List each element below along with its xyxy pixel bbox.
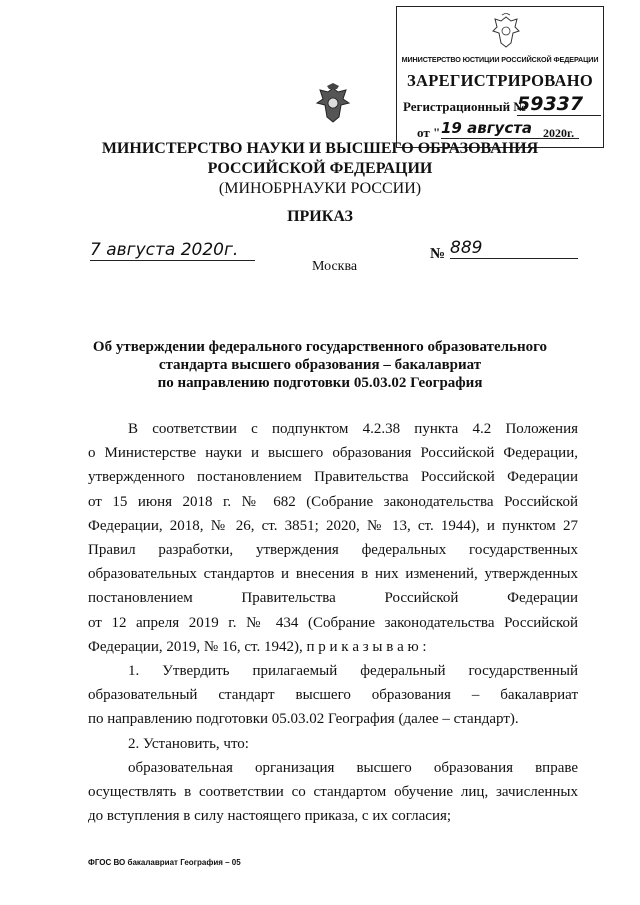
stamp-registered: ЗАРЕГИСТРИРОВАНО: [406, 71, 594, 90]
coat-of-arms-icon: [312, 82, 354, 124]
order-city: Москва: [312, 259, 358, 274]
paragraph-4: [88, 756, 578, 829]
text-line: образовательный стандарт высшего образования – бакалавриат: [88, 687, 578, 704]
text-line: Правил разработки, утверждения федеральных государственных: [88, 542, 578, 559]
paragraph-1: [88, 417, 578, 659]
text-line: осуществлять в соответствии со стандартом обучение лиц, зачисленных: [88, 784, 578, 801]
text-line: о Министерстве науки и высшего образования Российской Федерации,: [88, 445, 578, 462]
order-date: 7 августа 2020г.: [90, 240, 255, 261]
text-line: образовательная организация высшего образования вправе: [128, 760, 578, 776]
text-line: постановлением Правительства Российской Федерации: [88, 590, 578, 607]
paragraph-3: 2. Установить, что:: [128, 736, 249, 752]
text-line: образовательных стандартов и внесения в них изменений, утвержденных: [88, 566, 578, 583]
stamp-reg-label: Регистрационный №: [403, 99, 527, 114]
stamp-coat-of-arms-icon: [489, 13, 523, 49]
stamp-ministry: МИНИСТЕРСТВО ЮСТИЦИИ РОССИЙСКОЙ ФЕДЕРАЦИИ: [401, 55, 599, 64]
text-line: 1. Утвердить прилагаемый федеральный государственный: [128, 663, 578, 679]
registration-stamp: [396, 6, 604, 148]
text-line: от 15 июня 2018 г. № 682 (Собрание законодательства Российской: [88, 493, 578, 510]
footer-code: ФГОС ВО бакалавриат География – 05: [88, 858, 241, 867]
title-line2: стандарта высшего образования – бакалавриат: [158, 357, 482, 373]
ministry-line1: МИНИСТЕРСТВО НАУКИ И ВЫСШЕГО ОБРАЗОВАНИЯ: [101, 140, 539, 157]
text-line: от 12 апреля 2019 г. № 434 (Собрание законодательства Российской: [88, 614, 578, 631]
ministry-short: (МИНОБРНАУКИ РОССИИ): [218, 180, 422, 197]
stamp-date-prefix: от ": [417, 125, 441, 140]
order-number: 889: [450, 238, 578, 259]
order-number-label: №: [430, 246, 446, 262]
text-line: утвержденного постановлением Правительства Российской Федерации: [88, 469, 578, 486]
title-line3: по направлению подготовки 05.03.02 География: [157, 375, 483, 391]
text-line: В соответствии с подпунктом 4.2.38 пункта 4.2 Положения: [128, 421, 578, 437]
stamp-date: 19 августа: [441, 118, 579, 139]
stamp-reg-number: 59337: [517, 93, 601, 116]
stamp-year: 2020г.: [543, 126, 575, 140]
doc-type: ПРИКАЗ: [287, 208, 353, 225]
text-line: Федерации, 2018, № 26, ст. 3851; 2020, № 13, ст. 1944), и пунктом 27: [88, 517, 578, 534]
text-line: Федерации, 2019, № 16, ст. 1942), п р и к а з ы в а ю :: [88, 638, 427, 655]
paragraph-2: [88, 659, 578, 732]
text-line: по направлению подготовки 05.03.02 География (далее – стандарт).: [88, 711, 519, 728]
ministry-line2: РОССИЙСКОЙ ФЕДЕРАЦИИ: [207, 160, 433, 177]
text-line: до вступления в силу настоящего приказа, с их согласия;: [88, 808, 452, 825]
title-line1: Об утверждении федерального государственного образовательного: [92, 339, 548, 355]
